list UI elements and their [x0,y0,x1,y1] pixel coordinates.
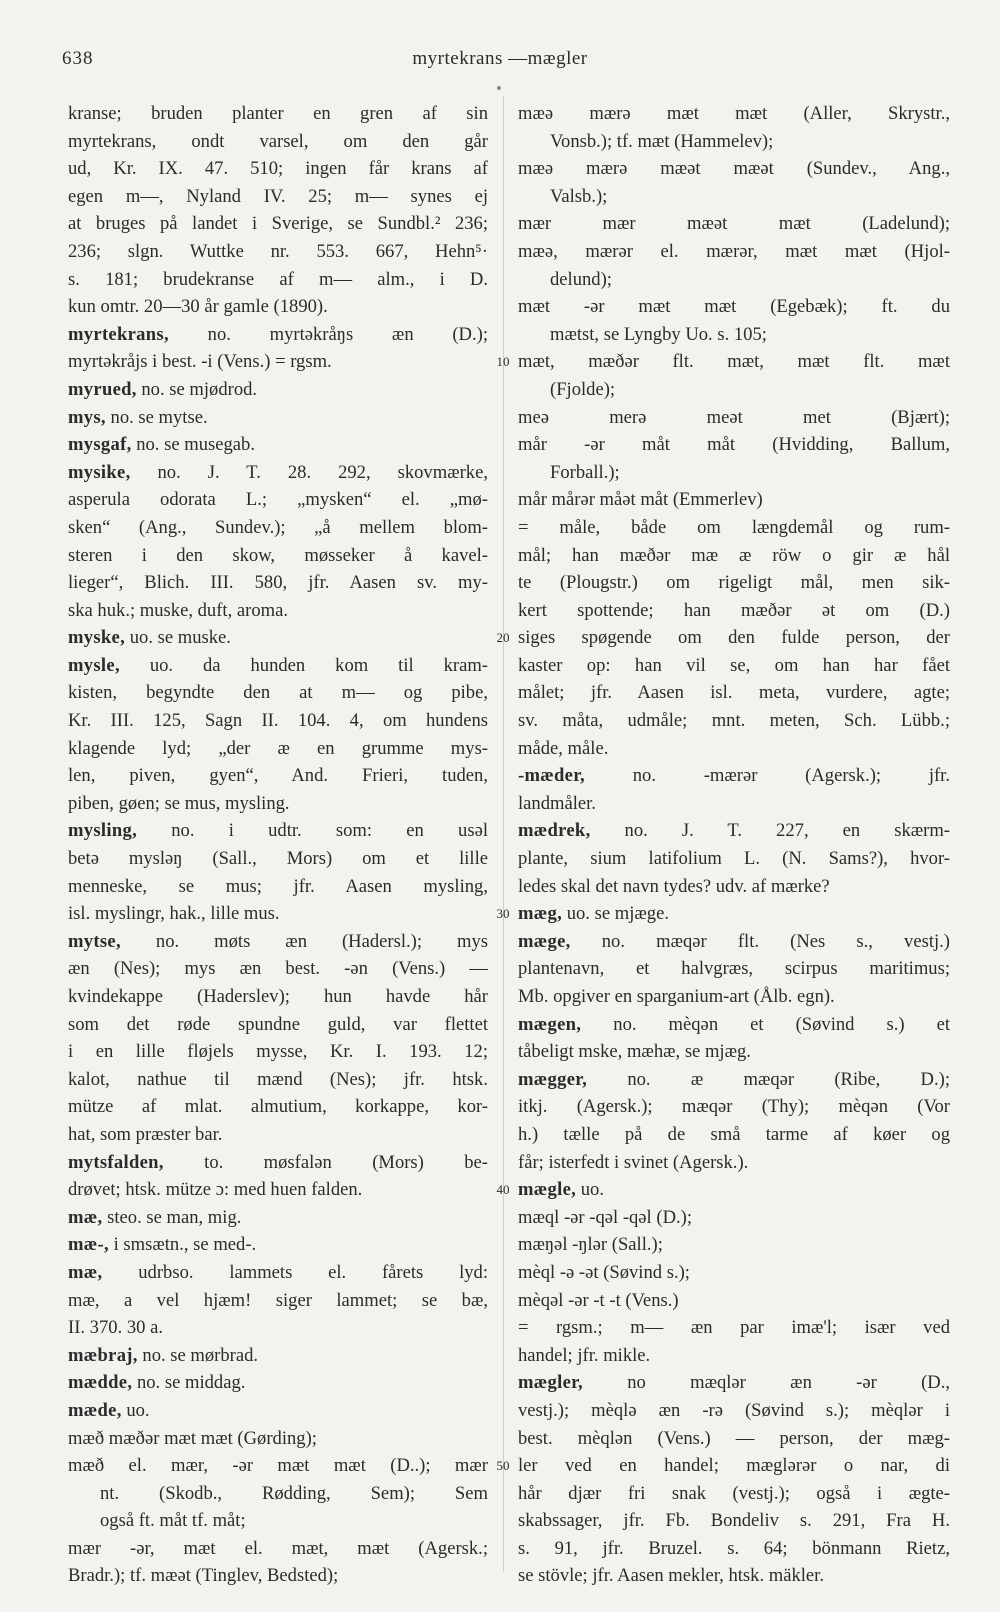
text-line: Vonsb.); tf. mæt (Hammelev); [550,130,774,152]
text-line: sv. måta, udmåle; mnt. meten, Sch. Lübb.; [518,710,950,732]
text-line: mår mårər måət måt (Emmerlev) [518,489,763,511]
text-line: også ft. måt tf. måt; [100,1510,246,1532]
text-line: landmåler. [518,792,596,814]
right-column [518,100,950,1590]
text-line: mæge, no. mæqər flt. (Nes s., vestj.) [518,930,950,952]
text-line: handel; jfr. mikle. [518,1344,651,1366]
text-line: len, piven, gyen“, And. Frieri, tuden, [68,765,488,787]
text-line: mys, no. se mytse. [68,406,208,428]
text-line: mædde, no. se middag. [68,1372,246,1394]
text-line: hat, som præster bar. [68,1123,223,1145]
text-line: h.) tælle på de små tarme af køer og [518,1123,950,1145]
text-line: at bruges på landet i Sverige, se Sundbl.² 236; [68,213,488,235]
text-line: mütze af mlat. almutium, korkappe, kor- [68,1096,488,1118]
text-line: mèql -ə -ət (Søvind s.); [518,1261,690,1283]
text-line: -mæder, no. -mærər (Agersk.); jfr. [518,765,950,787]
text-line: mæð el. mær, -ər mæt mæt (D..); mær [68,1455,488,1477]
text-line: mæŋəl -ŋlər (Sall.); [518,1234,663,1256]
text-line: kaster op: han vil se, om han har fået [518,654,950,676]
text-line: mæ, a vel hjæm! siger lammet; se bæ, [68,1289,488,1311]
left-column [68,100,488,1590]
text-line: itkj. (Agersk.); mæqər (Thy); mèqən (Vor [518,1096,950,1118]
text-line: mysgaf, no. se musegab. [68,434,255,456]
text-line: mægle, uo. [518,1179,604,1201]
text-line: isl. myslingr, hak., lille mus. [68,903,280,925]
text-line: ledes skal det navn tydes? udv. af mærke? [518,875,830,897]
text-line: asperula odorata L.; „mysken“ el. „mø- [68,489,488,511]
text-line: måde, måle. [518,737,609,759]
text-line: mæð mæðər mæt mæt (Gørding); [68,1427,317,1449]
column-divider [503,96,504,1572]
text-line: myrued, no. se mjødrod. [68,378,258,400]
text-line: ud, Kr. IX. 47. 510; ingen får krans af [68,158,488,180]
text-line: mæ, steo. se man, mig. [68,1206,242,1228]
text-line: myske, uo. se muske. [68,627,231,649]
text-line: mål; han mæðər mæ æ röw o gir æ hål [518,544,950,566]
text-line: mæql -ər -qəl -qəl (D.); [518,1206,692,1228]
text-line: Mb. opgiver en sparganium-art (Ålb. egn). [518,986,835,1007]
line-number: 50 [496,1458,510,1474]
text-line: mytse, no. møts æn (Hadersl.); mys [68,930,488,952]
text-line: mæ-, i smsætn., se med-. [68,1234,257,1256]
text-line: plante, sium latifolium L. (N. Sams?), hvor- [518,848,950,870]
text-line: myrtekrans, no. myrtəkråŋs æn (D.); [68,323,488,345]
text-line: lieger“, Blich. III. 580, jfr. Aasen sv. my- [68,572,488,594]
text-line: mæə mærə mæət mæət (Sundev., Ang., [518,158,950,180]
text-line: mædrek, no. J. T. 227, en skærm- [518,820,950,842]
text-line: s. 181; brudekranse af m— alm., i D. [68,268,488,290]
text-line: mær mær mæət mæt (Ladelund); [518,213,950,235]
text-line: siges spøgende om den fulde person, der [518,627,950,649]
text-line: Forball.); [550,461,620,483]
text-line: s. 91, jfr. Bruzel. s. 64; bönmann Rietz, [518,1537,950,1559]
text-line: kert spottende; han mæðər ət om (D.) [518,599,950,621]
text-line: = måle, både om længdemål og rum- [518,516,950,538]
text-line: tåbeligt mske, mæhæ, se mjæg. [518,1041,751,1063]
running-head: myrtekrans —mægler [412,48,588,69]
text-line: myrtekrans, ondt varsel, om den går [68,130,488,152]
text-line: II. 370. 30 a. [68,1317,164,1339]
text-line: mæde, uo. [68,1399,150,1421]
text-line: egen m—, Nyland IV. 25; m— synes ej [68,185,488,207]
text-line: mysle, uo. da hunden kom til kram- [68,654,488,676]
text-line: meə merə meət met (Bjært); [518,406,950,428]
text-line: som det røde spundne guld, var flettet [68,1013,488,1035]
line-number: 10 [496,354,510,370]
text-line: delund); [550,268,612,290]
page-number: 638 [62,48,94,69]
text-line: kvindekappe (Haderslev); hun havde hår [68,986,488,1007]
text-line: æn (Nes); mys æn best. -ən (Vens.) — [68,958,488,980]
text-line: ska huk.; muske, duft, aroma. [68,599,288,621]
text-line: mår -ər måt måt (Hvidding, Ballum, [518,434,950,456]
text-line: mæt -ər mæt mæt (Egebæk); ft. du [518,296,950,318]
text-line: best. mèqlən (Vens.) — person, der mæg- [518,1427,950,1449]
text-line: 236; slgn. Wuttke nr. 553. 667, Hehn⁵· [68,240,488,262]
text-line: mæ, udrbso. lammets el. fårets lyd: [68,1261,488,1283]
text-line: menneske, se mus; jfr. Aasen mysling, [68,875,488,897]
text-line: myrtəkråjs i best. -i (Vens.) = rgsm. [68,351,332,373]
text-line: se stövle; jfr. Aasen mekler, htsk. mäkler. [518,1565,824,1587]
text-line: mytsfalden, to. møsfalən (Mors) be- [68,1151,488,1173]
line-number: 30 [496,906,510,922]
text-line: mægen, no. mèqən et (Søvind s.) et [518,1013,950,1035]
text-line: kisten, begyndte den at m— og pibe, [68,682,488,704]
text-line: mèqəl -ər -t -t (Vens.) [518,1289,679,1311]
text-line: får; isterfedt i svinet (Agersk.). [518,1151,749,1173]
line-number: 20 [496,630,510,646]
text-line: nt. (Skodb., Rødding, Sem); Sem [100,1482,488,1504]
text-line: steren i den skow, møsseker å kavel- [68,544,488,566]
text-line: betə mysləŋ (Sall., Mors) om et lille [68,848,488,870]
text-line: mæə, mærər el. mærər, mæt mæt (Hjol- [518,240,950,262]
text-line: vestj.); mèqlə æn -rə (Søvind s.); mèqlər i [518,1399,950,1421]
text-line: mægler, no mæqlər æn -ər (D., [518,1372,950,1394]
text-line: mær -ər, mæt el. mæt, mæt (Agersk.; [68,1537,488,1559]
text-line: mægger, no. æ mæqər (Ribe, D.); [518,1068,950,1090]
text-line: mæt, mæðər flt. mæt, mæt flt. mæt [518,351,950,373]
text-line: mysike, no. J. T. 28. 292, skovmærke, [68,461,488,483]
text-line: piben, gøen; se mus, mysling. [68,792,290,814]
text-line: Valsb.); [550,185,608,207]
text-line: te (Plougstr.) om rigeligt mål, men sik- [518,572,950,594]
text-line: skabssager, jfr. Fb. Bondeliv s. 291, Fra H. [518,1510,950,1532]
ornament-dot [497,86,501,90]
text-line: mæbraj, no. se mørbrad. [68,1344,259,1366]
text-line: mysling, no. i udtr. som: en usəl [68,820,488,842]
text-line: mætst, se Lyngby Uo. s. 105; [550,323,767,345]
text-line: mæə mærə mæt mæt (Aller, Skrystr., [518,103,950,124]
text-line: hår djær fri snak (vestj.); også i ægte- [518,1482,950,1504]
text-line: = rgsm.; m— æn par imæ'l; især ved [518,1317,950,1339]
text-line: kalot, nathue til mænd (Nes); jfr. htsk. [68,1068,488,1090]
text-line: målet; jfr. Aasen isl. meta, vurdere, agte; [518,682,950,704]
text-line: Kr. III. 125, Sagn II. 104. 4, om hundens [68,710,488,732]
text-line: plantenavn, et halvgræs, scirpus maritimus; [518,958,950,980]
text-line: ler ved en handel; mæglərər o nar, di [518,1455,950,1477]
text-line: mæg, uo. se mjæge. [518,903,669,925]
text-line: (Fjolde); [550,378,616,400]
text-line: kranse; bruden planter en gren af sin [68,103,488,124]
text-line: kun omtr. 20—30 år gamle (1890). [68,296,328,318]
line-number: 40 [496,1182,510,1198]
text-line: klagende lyd; „der æ en grumme mys- [68,737,488,759]
text-line: i en lille fløjels mysse, Kr. I. 193. 12; [68,1041,488,1063]
text-line: drøvet; htsk. mütze ɔ: med huen falden. [68,1179,363,1201]
text-line: Bradr.); tf. mæət (Tinglev, Bedsted); [68,1565,339,1587]
text-line: sken“ (Ang., Sundev.); „å mellem blom- [68,516,488,538]
